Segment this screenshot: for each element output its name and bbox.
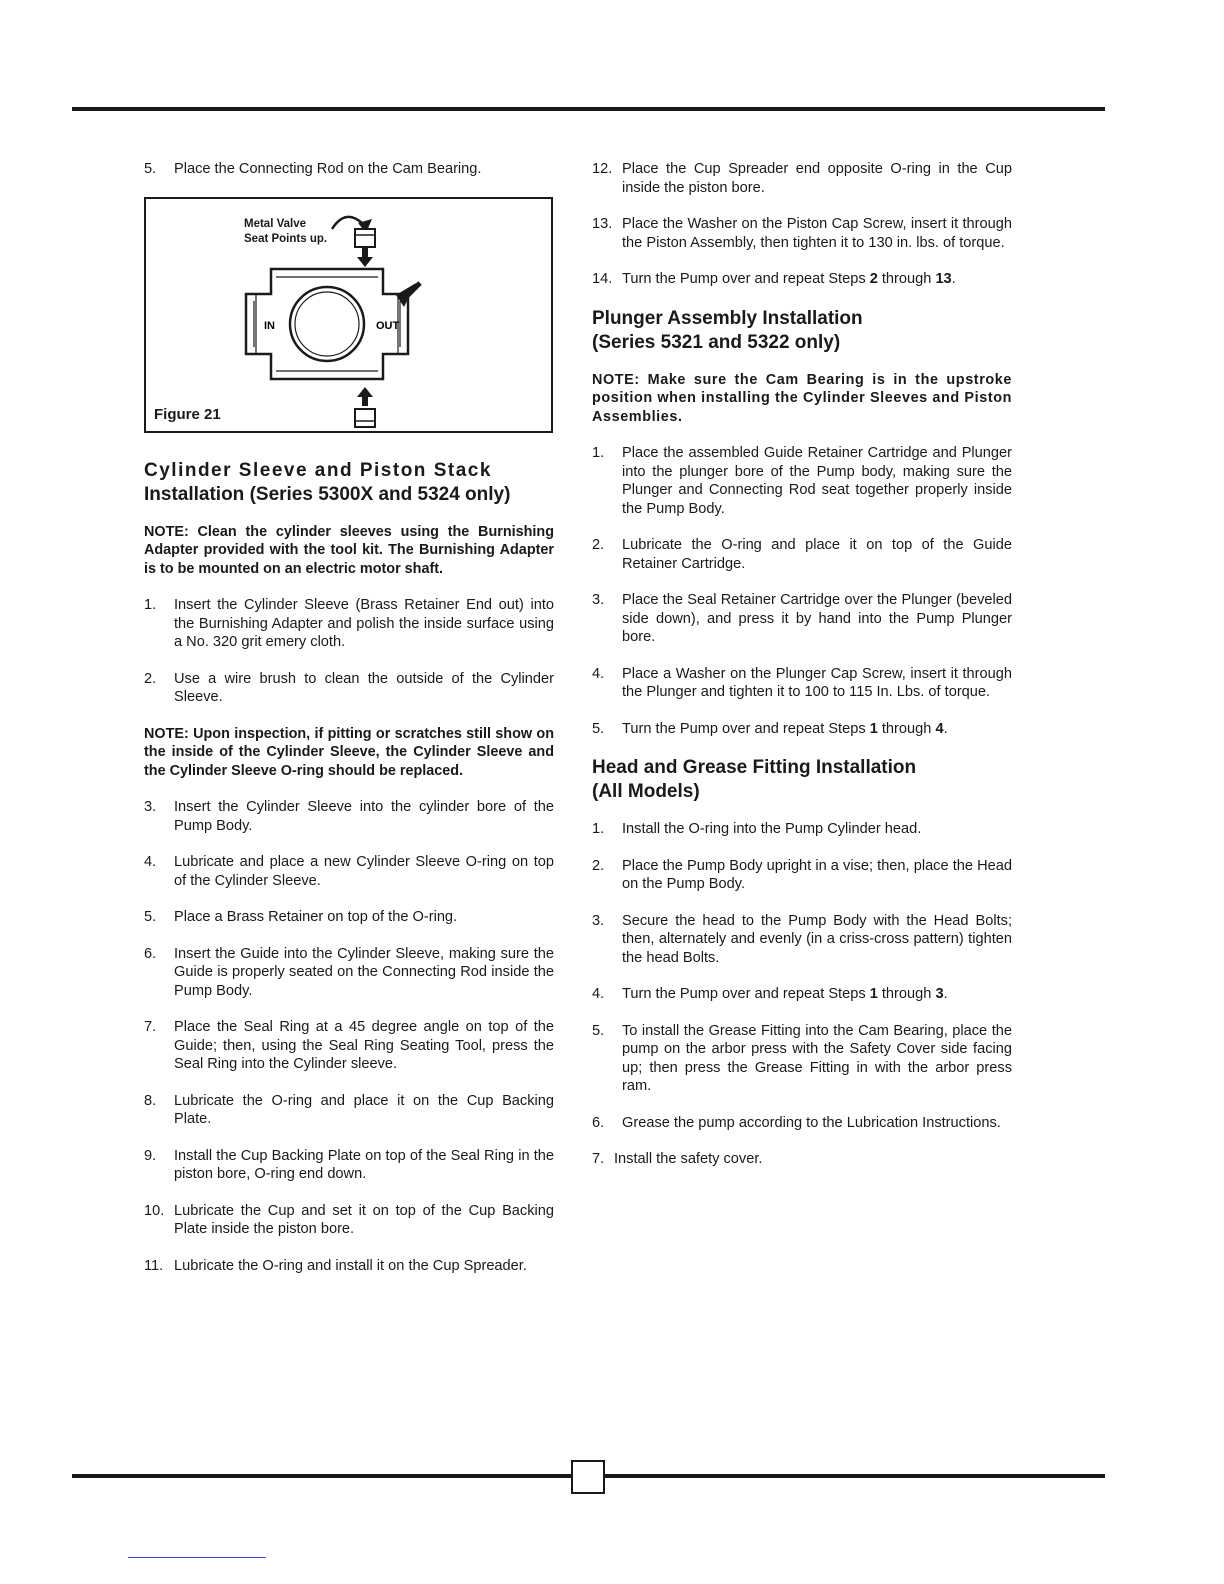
list-item: 5. Place a Brass Retainer on top of the O-ring. bbox=[144, 909, 458, 925]
out-label: OUT bbox=[376, 319, 400, 332]
list-item: 11. Lubricate the O-ring and install it on the Cup Spreader. bbox=[144, 1257, 527, 1274]
top-rule bbox=[72, 107, 1105, 111]
bottom-valve-seat bbox=[355, 409, 375, 427]
list-item: 1. Place the assembled Guide Retainer Cartridge and Plunger into the plunger bore of the Pump body, making sure the Plunger and Connecting Rod seat together properly inside the Pump Body. bbox=[592, 445, 1012, 517]
list-item: 4. Turn the Pump over and repeat Steps 1 through 3. bbox=[592, 986, 948, 1002]
section-heading-plunger: Plunger Assembly Installation (Series 5321 and 5322 only) bbox=[592, 307, 863, 353]
section-heading-head-grease: Head and Grease Fitting Installation (All Models) bbox=[592, 757, 917, 802]
list-item: 6. Insert the Guide into the Cylinder Sleeve, making sure the Guide is properly seated on the Connecting Rod inside the Pump Body. bbox=[144, 945, 554, 999]
valve-diagram bbox=[146, 199, 555, 435]
list-item: 10. Lubricate the Cup and set it on top of the Cup Backing Plate inside the piston bore. bbox=[144, 1202, 554, 1237]
step-5-connecting-rod: 5. Place the Connecting Rod on the Cam Bearing. bbox=[144, 161, 482, 177]
page-number-box bbox=[571, 1460, 605, 1494]
list-item: 4. Place a Washer on the Plunger Cap Screw, insert it through the Plunger and tighten it to 100 to 115 In. Lbs. of torque. bbox=[592, 665, 1012, 700]
list-item: 12. Place the Cup Spreader end opposite O-ring in the Cup inside the piston bore. bbox=[592, 161, 1012, 196]
figure-annotation: Metal Valve Seat Points up. bbox=[244, 217, 328, 245]
list-item: 7. Place the Seal Ring at a 45 degree angle on top of the Guide; then, using the Seal Ring Seating Tool, press the Seal Ring into the Cylinder sleeve. bbox=[144, 1019, 554, 1072]
note-cam-bearing: NOTE: Make sure the Cam Bearing is in the upstroke position when installing the Cylinder Sleeves and Piston Assemblies. bbox=[592, 371, 1012, 425]
list-item: 3. Insert the Cylinder Sleeve into the cylinder bore of the Pump Body. bbox=[144, 799, 554, 834]
list-item: 13. Place the Washer on the Piston Cap Screw, insert it through the Piston Assembly, then tighten it to 130 in. lbs. of torque. bbox=[592, 216, 1012, 251]
steps-list-a bbox=[144, 596, 554, 707]
list-item: 9. Install the Cup Backing Plate on top of the Seal Ring in the piston bore, O-ring end down. bbox=[144, 1147, 554, 1182]
head-steps-list bbox=[592, 820, 1012, 1169]
figure-21 bbox=[144, 197, 553, 433]
note-burnishing: NOTE: Clean the cylinder sleeves using the Burnishing Adapter provided with the tool kit. The Burnishing Adapter is to be mounted on an electric motor shaft. bbox=[144, 523, 554, 577]
list-item: 6. Grease the pump according to the Lubrication Instructions. bbox=[592, 1114, 1001, 1131]
list-item: 1. Install the O-ring into the Pump Cylinder head. bbox=[592, 821, 922, 837]
list-item: 5. Turn the Pump over and repeat Steps 1 through 4. bbox=[592, 720, 948, 737]
footer-link-underline bbox=[128, 1557, 266, 1558]
left-column bbox=[144, 160, 554, 1293]
list-item: 1. Insert the Cylinder Sleeve (Brass Retainer End out) into the Burnishing Adapter and polish the inside surface using a No. 320 grit emery cloth. bbox=[144, 597, 554, 650]
list-item: 8. Lubricate the O-ring and place it on the Cup Backing Plate. bbox=[144, 1092, 554, 1127]
right-column bbox=[592, 160, 1012, 1187]
central-bore bbox=[290, 287, 364, 361]
list-item: 4. Lubricate and place a new Cylinder Sleeve O-ring on top of the Cylinder Sleeve. bbox=[144, 854, 554, 889]
list-item: 2. Place the Pump Body upright in a vise; then, place the Head on the Pump Body. bbox=[592, 857, 1012, 892]
list-item: 2. Lubricate the O-ring and place it on top of the Guide Retainer Cartridge. bbox=[592, 537, 1012, 572]
top-valve-seat bbox=[355, 229, 375, 247]
plunger-steps-list bbox=[592, 444, 1012, 738]
list-item: 3. Secure the head to the Pump Body with the Head Bolts; then, alternately and evenly (in a criss-cross pattern) tighten the head Bolts. bbox=[592, 912, 1012, 966]
list-item: 7. Install the safety cover. bbox=[592, 1151, 763, 1167]
list-item: 5. To install the Grease Fitting into the Cam Bearing, place the pump on the arbor press with the Safety Cover side facing up; then press the Grease Fitting in with the arbor press ram. bbox=[592, 1022, 1012, 1094]
list-item: 14. Turn the Pump over and repeat Steps 2 through 13. bbox=[592, 271, 956, 287]
figure-caption: Figure 21 bbox=[154, 405, 221, 423]
up-arrow-icon bbox=[357, 387, 373, 397]
list-item: 3. Place the Seal Retainer Cartridge over the Plunger (beveled side down), and press it by hand into the Pump Plunger bore. bbox=[592, 592, 1012, 645]
in-label: IN bbox=[264, 319, 275, 332]
note-inspection: NOTE: Upon inspection, if pitting or scratches still show on the inside of the Cylinder Sleeve, the Cylinder Sleeve and the Cylinder Sleeve O-ring should be replaced. bbox=[144, 725, 554, 779]
steps-list-b bbox=[144, 798, 554, 1275]
section-heading-cylinder-sleeve: Cylinder Sleeve and Piston Stack Installation (Series 5300X and 5324 only) bbox=[144, 459, 511, 505]
list-item: 2. Use a wire brush to clean the outside of the Cylinder Sleeve. bbox=[144, 670, 554, 705]
